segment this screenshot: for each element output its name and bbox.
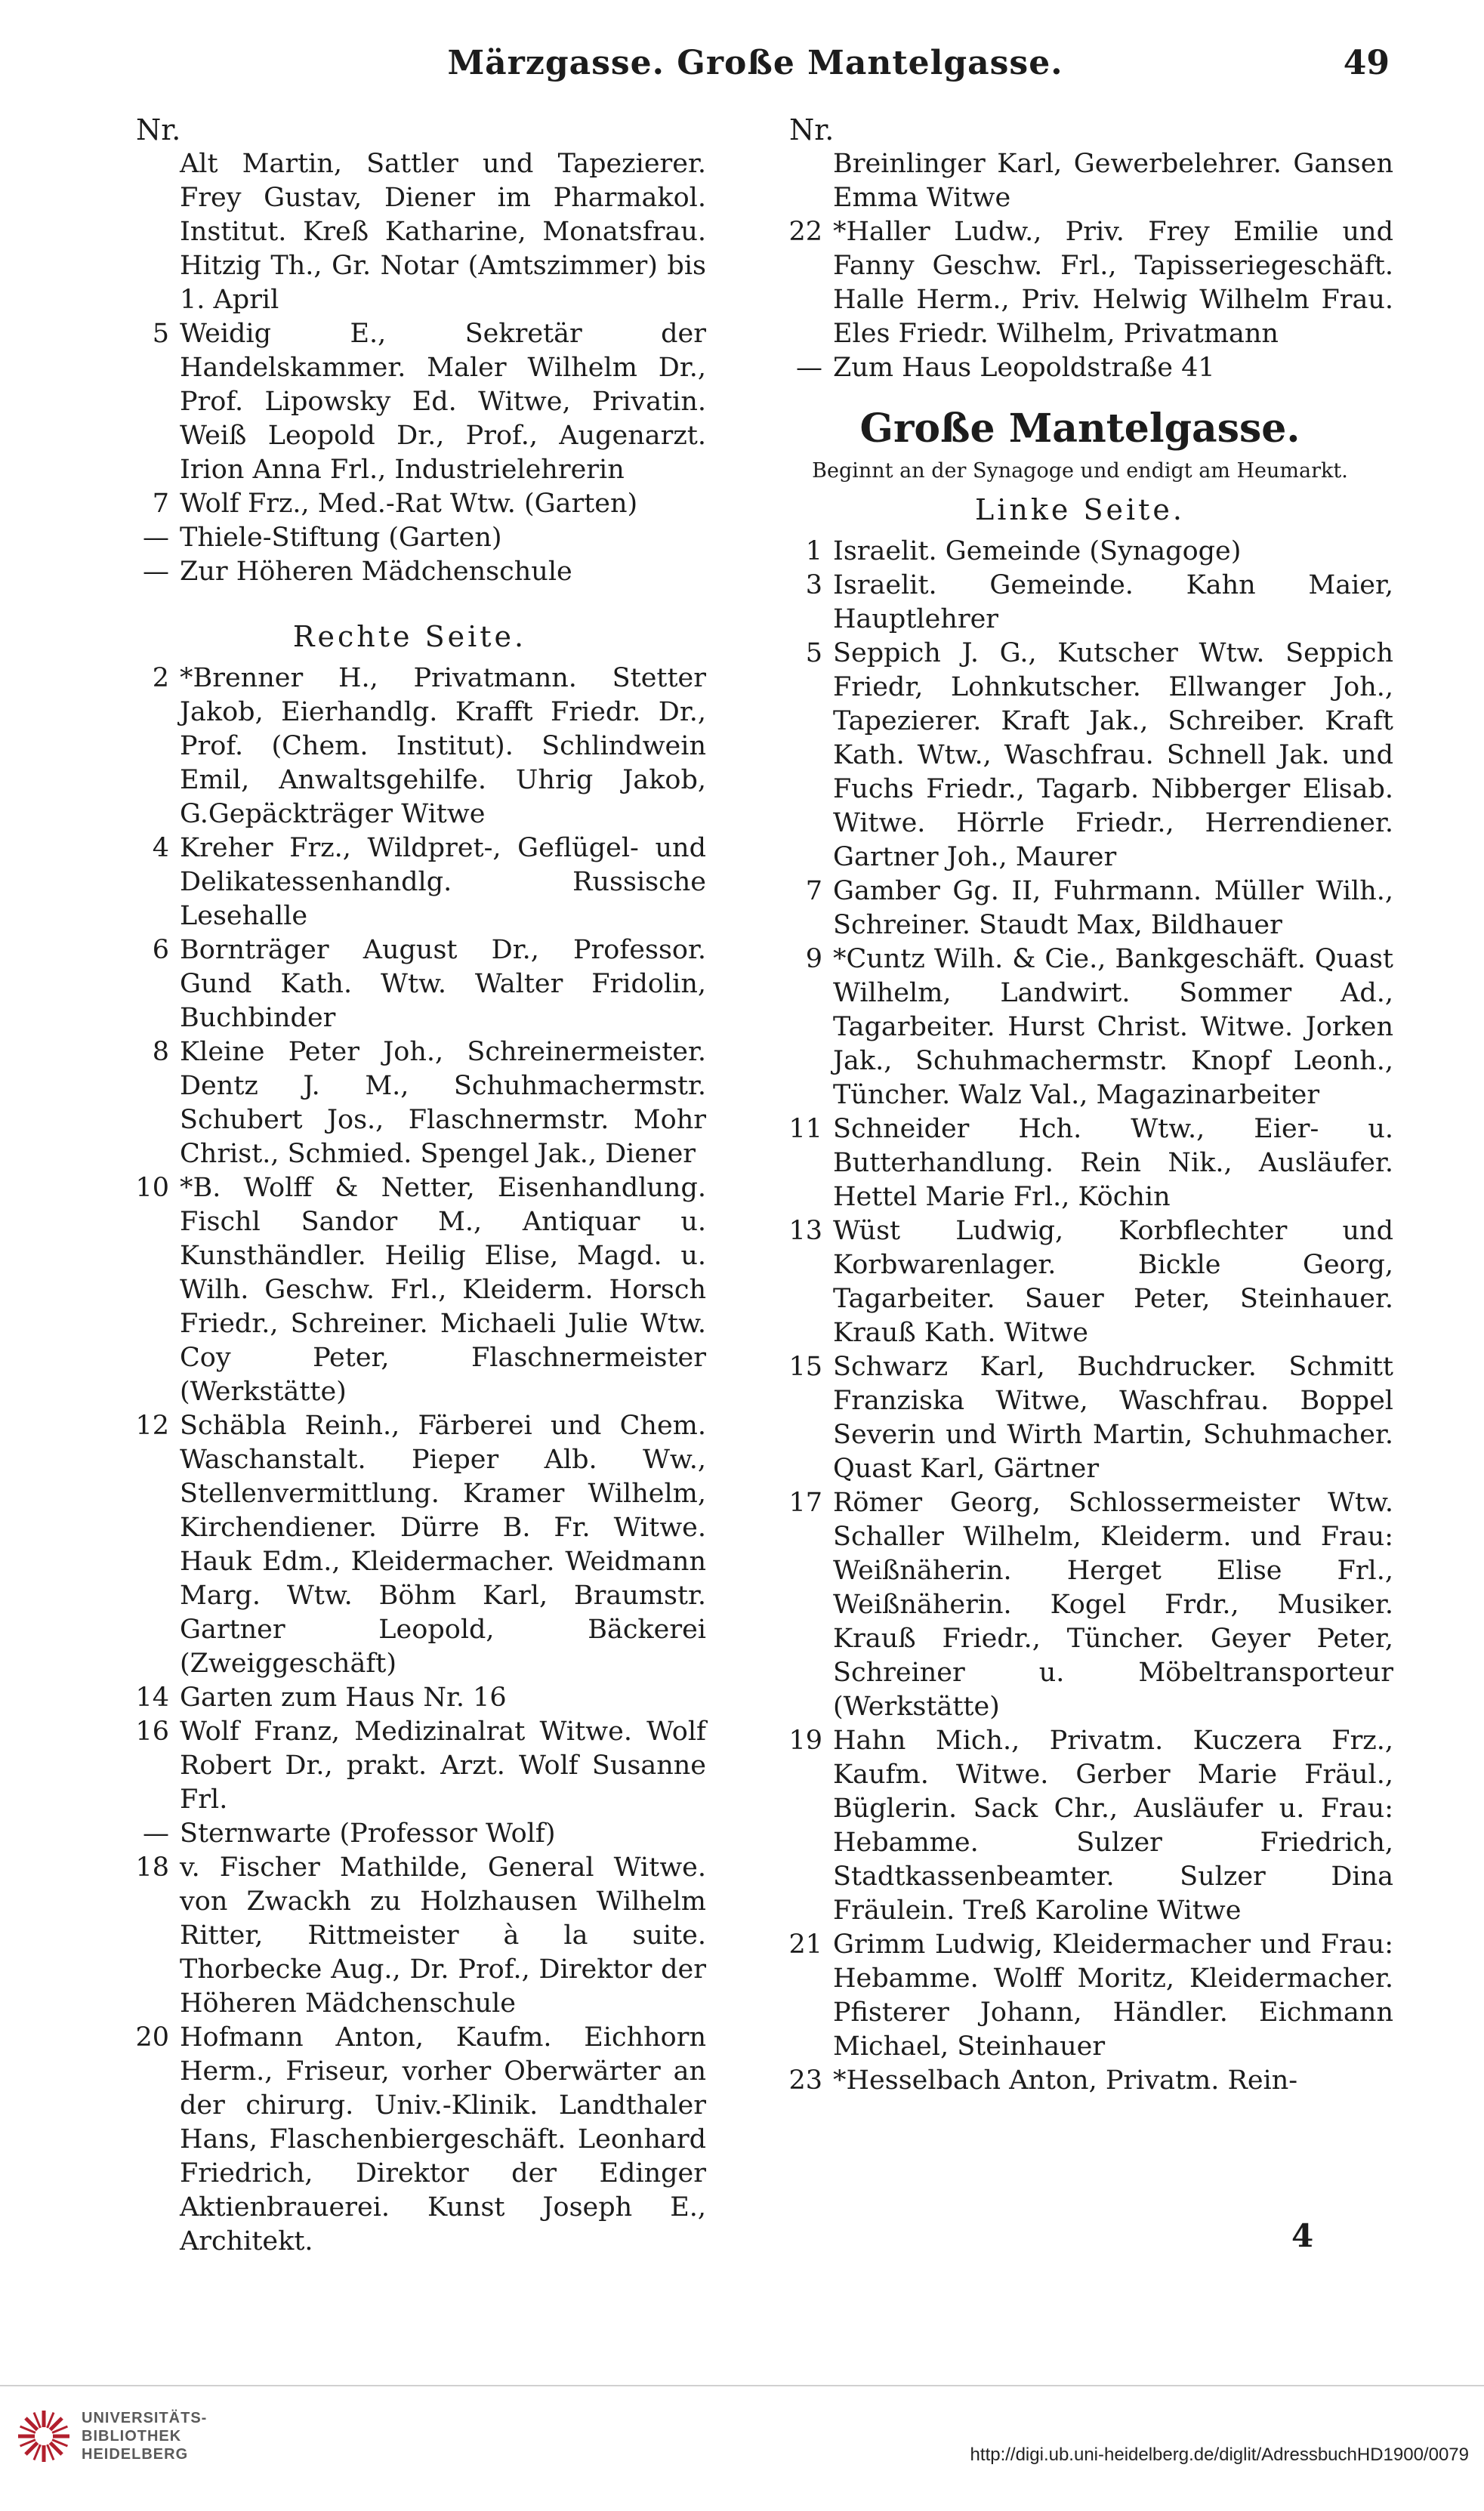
house-number: 19 bbox=[788, 1726, 822, 1756]
list-item bbox=[767, 1214, 1393, 1350]
library-name-line3: HEIDELBERG bbox=[82, 2446, 189, 2463]
house-number: 12 bbox=[135, 1411, 169, 1441]
entry-text: Kreher Frz., Wildpret-, Geflügel- und Delikatessenhandlg. Russische Lesehalle bbox=[180, 833, 706, 931]
page-title: Märzgasse. Große Mantelgasse. bbox=[447, 44, 1063, 82]
list-item bbox=[767, 1724, 1393, 1928]
house-number: 17 bbox=[788, 1488, 822, 1518]
list-item bbox=[113, 521, 706, 555]
right-column bbox=[767, 113, 1393, 2098]
house-number: 3 bbox=[805, 570, 822, 600]
printer-signature-mark: 4 bbox=[1291, 2217, 1314, 2254]
list-item bbox=[113, 1409, 706, 1681]
list-item bbox=[767, 535, 1393, 569]
entry-text: Thiele-Stiftung (Garten) bbox=[180, 523, 502, 553]
list-item bbox=[113, 933, 706, 1035]
house-number: 7 bbox=[152, 489, 169, 519]
entry-text: Israelit. Gemeinde. Kahn Maier, Hauptlehrer bbox=[833, 570, 1393, 634]
house-number: 16 bbox=[135, 1717, 169, 1747]
list-item bbox=[767, 1350, 1393, 1486]
street-title: Große Mantelgasse. bbox=[859, 406, 1300, 452]
list-item bbox=[113, 147, 706, 317]
house-number: 15 bbox=[788, 1352, 822, 1382]
entry-text: Zum Haus Leopoldstraße 41 bbox=[833, 353, 1215, 383]
house-number: 20 bbox=[135, 2022, 169, 2053]
list-item bbox=[767, 942, 1393, 1112]
left-column bbox=[113, 113, 706, 2259]
entry-text: v. Fischer Mathilde, General Witwe. von Zwackh zu Holzhausen Wilhelm Ritter, Rittmeister à la suite. Thorbecke Aug., Dr. Prof., Direktor der Höheren Mädchenschule bbox=[180, 1852, 706, 2019]
entry-text: Breinlinger Karl, Gewerbelehrer. Gansen Emma Witwe bbox=[833, 149, 1393, 213]
source-url-link[interactable]: http://digi.ub.uni-heidelberg.de/diglit/AdressbuchHD1900/0079 bbox=[970, 2445, 1469, 2465]
logo-ray bbox=[50, 2442, 62, 2454]
list-item bbox=[113, 487, 706, 521]
house-number: — bbox=[143, 557, 169, 587]
list-item bbox=[767, 215, 1393, 351]
house-number: — bbox=[143, 1818, 169, 1849]
entry-text: Seppich J. G., Kutscher Wtw. Seppich Friedr, Lohnkutscher. Ellwanger Joh., Tapezierer. Kraft Jak., Schreiber. Kraft Kath. Wtw., Waschfrau. Schnell Jak. und Fuchs Friedr., Tagarb. Nibberger Elisab. Witwe. Hörrle Friedr., Herrendiener. Gartner Joh., Maurer bbox=[833, 638, 1393, 872]
entry-text: Alt Martin, Sattler und Tapezierer. Frey Gustav, Diener im Pharmakol. Institut. Kreß Katharine, Monatsfrau. Hitzig Th., Gr. Notar (Amtszimmer) bis 1. April bbox=[180, 149, 706, 315]
list-item bbox=[113, 831, 706, 933]
house-number: 11 bbox=[788, 1114, 822, 1144]
section-heading: Rechte Seite. bbox=[292, 620, 527, 653]
section-heading: Linke Seite. bbox=[975, 493, 1185, 526]
logo-ray bbox=[26, 2418, 38, 2430]
list-item bbox=[113, 2021, 706, 2259]
number-column-label: Nr. bbox=[789, 113, 835, 147]
entry-text: Sternwarte (Professor Wolf) bbox=[180, 1818, 556, 1849]
list-item bbox=[767, 637, 1393, 875]
house-number: 22 bbox=[788, 217, 822, 247]
entry-text: Bornträger August Dr., Professor. Gund Kath. Wtw. Walter Fridolin, Buchbinder bbox=[180, 935, 706, 1033]
house-number: 18 bbox=[135, 1852, 169, 1883]
list-item bbox=[113, 1715, 706, 1817]
entry-text: *Hesselbach Anton, Privatm. Rein- bbox=[833, 2065, 1298, 2096]
entry-text: Wüst Ludwig, Korbflechter und Korbwarenlager. Bickle Georg, Tagarbeiter. Sauer Peter, Steinhauer. Krauß Kath. Witwe bbox=[833, 1216, 1393, 1348]
university-library-logo-icon bbox=[17, 2409, 71, 2463]
logo-ray bbox=[50, 2418, 62, 2430]
list-item bbox=[113, 662, 706, 831]
list-item bbox=[767, 2064, 1393, 2098]
list-item bbox=[767, 351, 1393, 385]
list-item bbox=[767, 1112, 1393, 1214]
list-item bbox=[113, 1035, 706, 1171]
footer-divider bbox=[0, 2385, 1484, 2386]
list-item bbox=[767, 875, 1393, 942]
list-item bbox=[767, 147, 1393, 215]
list-item bbox=[113, 555, 706, 589]
library-logo[interactable] bbox=[17, 2409, 207, 2463]
house-number: 9 bbox=[805, 944, 822, 974]
house-number: 14 bbox=[135, 1683, 169, 1713]
entry-text: Schwarz Karl, Buchdrucker. Schmitt Franziska Witwe, Waschfrau. Boppel Severin und Wirth Martin, Schuhmacher. Quast Karl, Gärtner bbox=[833, 1352, 1393, 1484]
house-number: 13 bbox=[788, 1216, 822, 1246]
entry-text: Wolf Franz, Medizinalrat Witwe. Wolf Robert Dr., prakt. Arzt. Wolf Susanne Frl. bbox=[180, 1717, 706, 1815]
list-item bbox=[767, 1486, 1393, 1724]
house-number: 5 bbox=[805, 638, 822, 668]
list-item bbox=[113, 1171, 706, 1409]
street-description: Beginnt an der Synagoge und endigt am Heumarkt. bbox=[812, 459, 1348, 483]
entry-text: Grimm Ludwig, Kleidermacher und Frau: Hebamme. Wolff Moritz, Kleidermacher. Pfisterer Johann, Händler. Eichmann Michael, Steinhauer bbox=[833, 1930, 1393, 2062]
house-number: — bbox=[143, 523, 169, 553]
house-number: 2 bbox=[152, 663, 169, 693]
page-number: 49 bbox=[1343, 44, 1390, 82]
house-number: 21 bbox=[788, 1930, 822, 1960]
list-item bbox=[767, 569, 1393, 637]
library-name-line1: UNIVERSITÄTS- bbox=[82, 2410, 208, 2426]
logo-ray bbox=[26, 2442, 38, 2454]
library-name-line2: BIBLIOTHEK bbox=[82, 2428, 182, 2445]
entry-text: Gamber Gg. II, Fuhrmann. Müller Wilh., Schreiner. Staudt Max, Bildhauer bbox=[833, 876, 1393, 940]
house-number: 1 bbox=[805, 536, 822, 566]
house-number: 8 bbox=[152, 1037, 169, 1067]
house-number: 5 bbox=[152, 319, 169, 349]
entry-text: Schneider Hch. Wtw., Eier- u. Butterhandlung. Rein Nik., Ausläufer. Hettel Marie Frl., Köchin bbox=[833, 1114, 1393, 1212]
entry-text: Wolf Frz., Med.-Rat Wtw. (Garten) bbox=[180, 489, 638, 519]
house-number: 23 bbox=[788, 2065, 822, 2096]
entry-text: *B. Wolff & Netter, Eisenhandlung. Fischl Sandor M., Antiquar u. Kunsthändler. Heilig Elise, Magd. u. Wilh. Geschw. Frl., Kleiderm. Horsch Friedr., Schreiner. Michaeli Julie Wtw. Coy Peter, Flaschnermeister (Werkstätte) bbox=[180, 1173, 706, 1407]
entry-text: Römer Georg, Schlossermeister Wtw. Schaller Wilhelm, Kleiderm. und Frau: Weißnäherin. Herget Elise Frl., Weißnäherin. Kogel Frdr., Musiker. Krauß Friedr., Tüncher. Geyer Peter, Schreiner u. Möbeltransporteur (Werkstätte) bbox=[833, 1488, 1393, 1722]
house-number: — bbox=[796, 353, 822, 383]
entry-text: Israelit. Gemeinde (Synagoge) bbox=[833, 536, 1242, 566]
entry-text: Zur Höheren Mädchenschule bbox=[180, 557, 572, 587]
entry-text: Garten zum Haus Nr. 16 bbox=[180, 1683, 507, 1713]
entry-text: Hofmann Anton, Kaufm. Eichhorn Herm., Friseur, vorher Oberwärter an der chirurg. Univ.-Klinik. Landthaler Hans, Flaschenbiergeschäft. Leonhard Friedrich, Direktor der Edinger Aktienbrauerei. Kunst Joseph E., Architekt. bbox=[180, 2022, 706, 2257]
running-head bbox=[121, 44, 1390, 97]
entry-text: *Cuntz Wilh. & Cie., Bankgeschäft. Quast Wilhelm, Landwirt. Sommer Ad., Tagarbeiter. Hurst Christ. Witwe. Jorken Jak., Schuhmachermstr. Knopf Leonh., Tüncher. Walz Val., Magazinarbeiter bbox=[833, 944, 1393, 1110]
list-item bbox=[113, 1851, 706, 2021]
number-column-label: Nr. bbox=[136, 113, 181, 147]
house-number: 6 bbox=[152, 935, 169, 965]
entry-text: Hahn Mich., Privatm. Kuczera Frz., Kaufm. Witwe. Gerber Marie Fräul., Büglerin. Sack Chr., Ausläufer u. Frau: Hebamme. Sulzer Friedrich, Stadtkassenbeamter. Sulzer Dina Fräulein. Treß Karoline Witwe bbox=[833, 1726, 1393, 1926]
house-number: 4 bbox=[152, 833, 169, 863]
list-item bbox=[767, 1928, 1393, 2064]
entry-text: Schäbla Reinh., Färberei und Chem. Waschanstalt. Pieper Alb. Ww., Stellenvermittlung. Kramer Wilhelm, Kirchendiener. Dürre B. Fr. Witwe. Hauk Edm., Kleidermacher. Weidmann Marg. Wtw. Böhm Karl, Braumstr. Gartner Leopold, Bäckerei (Zweiggeschäft) bbox=[180, 1411, 706, 1679]
list-item bbox=[113, 1681, 706, 1715]
list-item bbox=[113, 317, 706, 487]
entry-text: *Brenner H., Privatmann. Stetter Jakob, Eierhandlg. Krafft Friedr. Dr., Prof. (Chem. Institut). Schlindwein Emil, Anwaltsgehilfe. Uhrig Jakob, G.Gepäckträger Witwe bbox=[180, 663, 706, 829]
entry-text: *Haller Ludw., Priv. Frey Emilie und Fanny Geschw. Frl., Tapisseriegeschäft. Halle Herm., Priv. Helwig Wilhelm Frau. Eles Friedr. Wilhelm, Privatmann bbox=[833, 217, 1393, 349]
list-item bbox=[113, 1817, 706, 1851]
entry-text: Weidig E., Sekretär der Handelskammer. Maler Wilhelm Dr., Prof. Lipowsky Ed. Witwe, Privatin. Weiß Leopold Dr., Prof., Augenarzt. Irion Anna Frl., Industrielehrerin bbox=[180, 319, 706, 485]
house-number: 10 bbox=[135, 1173, 169, 1203]
entry-text: Kleine Peter Joh., Schreinermeister. Dentz J. M., Schuhmachermstr. Schubert Jos., Flaschnermstr. Mohr Christ., Schmied. Spengel Jak., Diener bbox=[180, 1037, 706, 1169]
house-number: 7 bbox=[805, 876, 822, 906]
